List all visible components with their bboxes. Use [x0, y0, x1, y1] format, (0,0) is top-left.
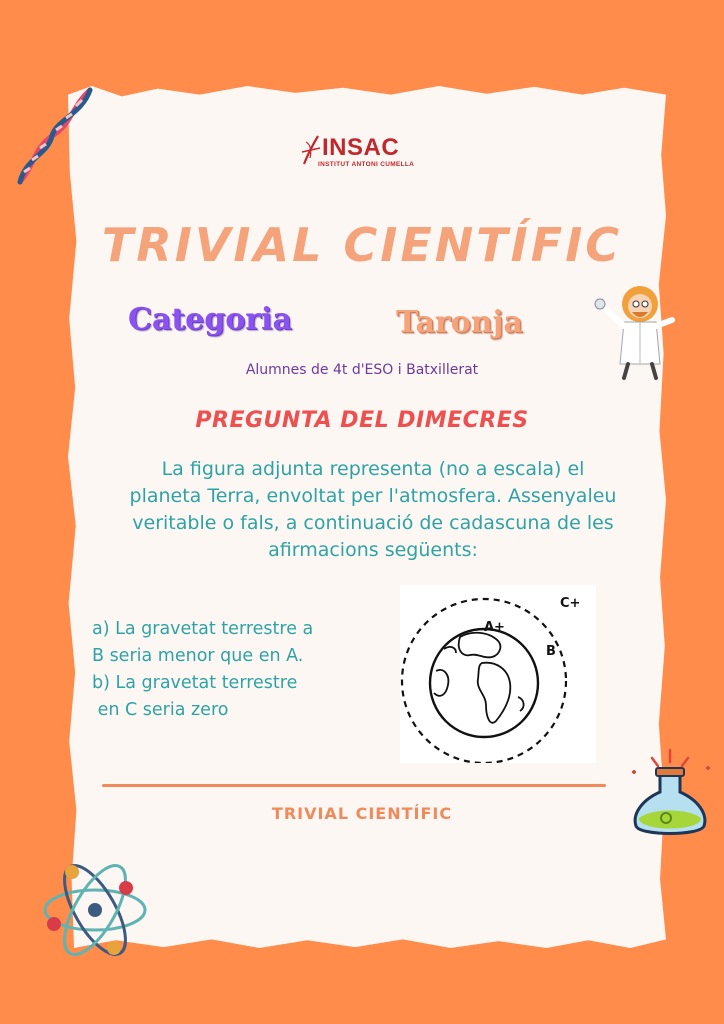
question-intro [92, 456, 654, 564]
intro-line: planeta Terra, envoltat per l'atmosfera. Assenyaleu [129, 485, 617, 507]
school-logo [300, 134, 430, 174]
category-color: Taronja [396, 305, 523, 340]
label-b: B [546, 644, 556, 659]
answer-line: a) La gravetat terrestre a [92, 619, 314, 639]
earth-diagram [400, 585, 596, 763]
question-heading: PREGUNTA DEL DIMECRES [195, 408, 529, 433]
dna-icon [12, 84, 98, 188]
answer-line: B seria menor que en A. [92, 646, 304, 666]
label-c: C+ [560, 596, 581, 611]
page-title: TRIVIAL CIENTÍFIC [101, 218, 623, 272]
earth-figure [400, 585, 596, 763]
intro-line: veritable o fals, a continuació de cadascuna de les [132, 512, 614, 534]
atom-icon [40, 852, 150, 968]
logo-name: INSAC [322, 134, 400, 161]
answer-statements [92, 616, 372, 724]
category-label: Categoria [128, 302, 292, 337]
label-a: A+ [484, 620, 505, 635]
potion-flask-icon [622, 748, 718, 840]
intro-line: La figura adjunta representa (no a escala) el [161, 458, 585, 480]
intro-line: afirmacions següents: [268, 539, 478, 561]
audience-text: Alumnes de 4t d'ESO i Batxillerat [245, 362, 479, 378]
divider [102, 784, 606, 787]
answer-line: en C seria zero [92, 700, 229, 720]
footer-title: TRIVIAL CIENTÍFIC [271, 804, 453, 823]
answer-line: b) La gravetat terrestre [92, 673, 298, 693]
logo-subtitle: INSTITUT ANTONI CUMELLA [318, 161, 415, 168]
